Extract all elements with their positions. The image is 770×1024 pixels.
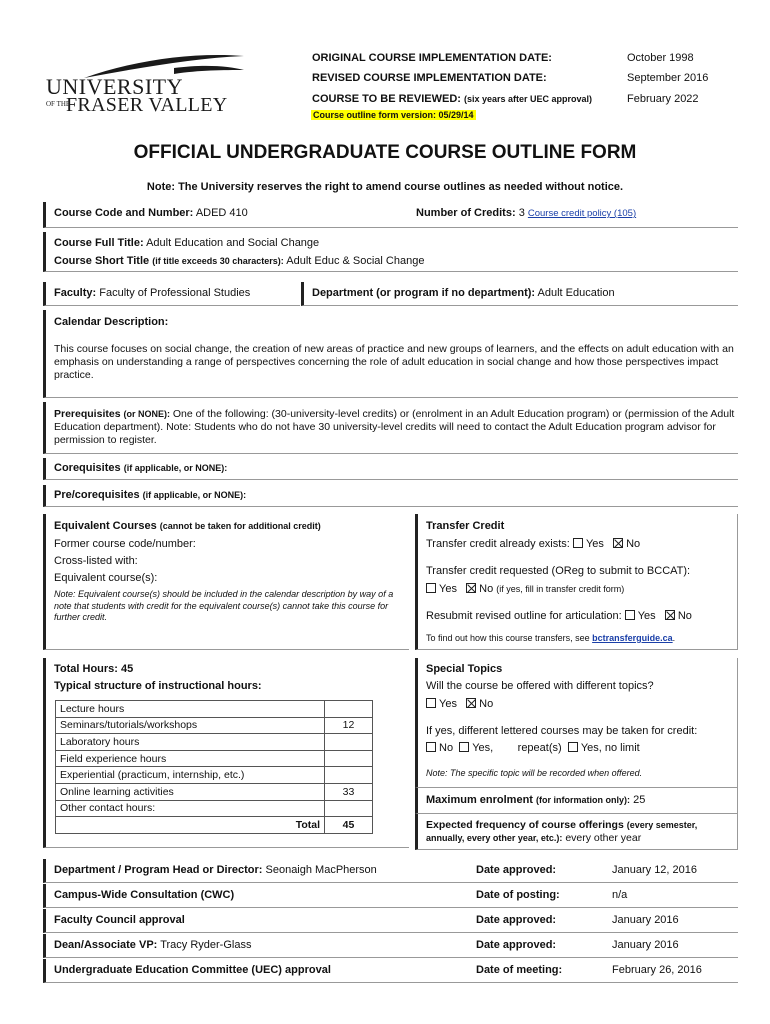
lettered-no-checkbox[interactable] bbox=[426, 742, 436, 752]
equivalent-note: Note: Equivalent course(s) should be included in the calendar description by way of a note that students with credit for the equivalent course(s) cannot take this course for further credit. bbox=[54, 589, 394, 622]
hours-value bbox=[325, 800, 373, 817]
transfer-label: Transfer Credit bbox=[426, 520, 505, 532]
special-topics-options: Yes No bbox=[426, 698, 493, 710]
table-row bbox=[56, 701, 373, 718]
credits: Number of Credits: 3 Course credit policy (105) bbox=[416, 207, 637, 219]
approval-date: February 26, 2016 bbox=[612, 964, 702, 976]
hours-table bbox=[55, 700, 373, 834]
hours-value: 33 bbox=[325, 783, 373, 800]
hours-total-key: Total bbox=[56, 817, 325, 834]
requested-yes-checkbox[interactable] bbox=[426, 583, 436, 593]
faculty-box bbox=[43, 282, 300, 306]
review-date-label: COURSE TO BE REVIEWED: (six years after UEC approval) bbox=[312, 93, 593, 105]
hours-key: Online learning activities bbox=[56, 783, 325, 800]
exists-no-checkbox[interactable] bbox=[613, 538, 623, 548]
revised-date-label: REVISED COURSE IMPLEMENTATION DATE: bbox=[312, 72, 547, 84]
hours-value bbox=[325, 734, 373, 751]
course-code: Course Code and Number: ADED 410 bbox=[54, 207, 248, 219]
cross-listed: Cross-listed with: bbox=[54, 555, 138, 567]
revised-date-value: September 2016 bbox=[627, 72, 709, 84]
approval-row bbox=[43, 959, 738, 983]
max-enrolment-box bbox=[415, 788, 738, 814]
special-topics-note: Note: The specific topic will be recorded when offered. bbox=[426, 768, 643, 778]
department-box bbox=[301, 282, 738, 306]
corequisites: Corequisites (if applicable, or NONE): bbox=[54, 462, 228, 474]
requested-no-checkbox[interactable] bbox=[466, 583, 476, 593]
max-enrolment: Maximum enrolment (for information only): 25 bbox=[426, 794, 646, 806]
table-row-total bbox=[56, 817, 373, 834]
lettered-options: No Yes, repeat(s) Yes, no limit bbox=[426, 742, 640, 754]
hours-key: Other contact hours: bbox=[56, 800, 325, 817]
form-title: OFFICIAL UNDERGRADUATE COURSE OUTLINE FORM bbox=[133, 142, 637, 163]
credit-policy-link[interactable]: Course credit policy (105) bbox=[527, 208, 637, 219]
approval-row bbox=[43, 859, 738, 883]
table-row bbox=[56, 767, 373, 784]
transfer-box bbox=[415, 514, 738, 650]
special-topics-label: Special Topics bbox=[426, 663, 503, 675]
approval-date-label: Date approved: bbox=[476, 914, 557, 926]
department: Department (or program if no department): Adult Education bbox=[312, 287, 615, 299]
equivalent-label: Equivalent Courses (cannot be taken for additional credit) bbox=[54, 520, 321, 532]
table-row bbox=[56, 800, 373, 817]
precorequisites: Pre/corequisites (if applicable, or NONE): bbox=[54, 489, 247, 501]
short-title: Course Short Title (if title exceeds 30 characters): Adult Educ & Social Change bbox=[54, 255, 425, 267]
approval-date: January 2016 bbox=[612, 939, 679, 951]
approval-label: Department / Program Head or Director: Seonaigh MacPherson bbox=[54, 864, 377, 876]
former-course: Former course code/number: bbox=[54, 538, 196, 550]
course-title-box bbox=[43, 232, 738, 272]
logo-university: UNIVERSITY bbox=[46, 74, 183, 99]
equivalent-box bbox=[43, 514, 409, 650]
hours-value bbox=[325, 767, 373, 784]
typical-structure-label: Typical structure of instructional hours: bbox=[54, 680, 262, 692]
hours-key: Field experience hours bbox=[56, 750, 325, 767]
corequisites-box bbox=[43, 458, 738, 480]
calendar-description: This course focuses on social change, the creation of new areas of practice and new groups of learners, and the effects on adult education with an emphasis on understanding a range of perspectives concerning the role of adult education in social change and how those perspectives impact practice. bbox=[54, 343, 734, 381]
logo-fraser-valley: FRASER VALLEY bbox=[66, 94, 228, 116]
hours-key: Seminars/tutorials/workshops bbox=[56, 717, 325, 734]
approval-date: January 2016 bbox=[612, 914, 679, 926]
approval-row bbox=[43, 884, 738, 908]
equivalent-courses: Equivalent course(s): bbox=[54, 572, 158, 584]
course-code-box bbox=[43, 202, 738, 228]
approval-date: n/a bbox=[612, 889, 628, 901]
approval-date-label: Date approved: bbox=[476, 864, 557, 876]
approval-label: Undergraduate Education Committee (UEC) approval bbox=[54, 964, 331, 976]
bctransferguide-link[interactable]: bctransferguide.ca bbox=[592, 633, 673, 643]
special-topics-box bbox=[415, 658, 738, 788]
hours-key: Laboratory hours bbox=[56, 734, 325, 751]
table-row bbox=[56, 750, 373, 767]
review-date-value: February 2022 bbox=[627, 93, 699, 105]
approval-date-label: Date approved: bbox=[476, 939, 557, 951]
hours-value: 12 bbox=[325, 717, 373, 734]
hours-value bbox=[325, 701, 373, 718]
original-date-label: ORIGINAL COURSE IMPLEMENTATION DATE: bbox=[312, 52, 552, 64]
full-title: Course Full Title: Adult Education and Social Change bbox=[54, 237, 320, 249]
lettered-yes-checkbox[interactable] bbox=[459, 742, 469, 752]
approval-label: Campus-Wide Consultation (CWC) bbox=[54, 889, 235, 901]
topics-no-checkbox[interactable] bbox=[466, 698, 476, 708]
approval-label: Faculty Council approval bbox=[54, 914, 185, 926]
special-topics-question: Will the course be offered with different topics? bbox=[426, 680, 654, 692]
frequency: Expected frequency of course offerings (every semester, annually, every other year, etc.): every other year bbox=[426, 819, 698, 844]
hours-value bbox=[325, 750, 373, 767]
table-row bbox=[56, 717, 373, 734]
approval-row bbox=[43, 909, 738, 933]
approval-date-label: Date of posting: bbox=[476, 889, 560, 901]
calendar-label: Calendar Description: bbox=[54, 316, 169, 328]
logo-of-the: OF THE bbox=[46, 100, 71, 108]
total-hours: Total Hours: 45 bbox=[54, 663, 134, 675]
precorequisites-box bbox=[43, 485, 738, 507]
resubmit-yes-checkbox[interactable] bbox=[625, 610, 635, 620]
topics-yes-checkbox[interactable] bbox=[426, 698, 436, 708]
ufv-logo bbox=[44, 50, 249, 122]
exists-yes-checkbox[interactable] bbox=[573, 538, 583, 548]
frequency-box bbox=[415, 814, 738, 850]
hours-key: Experiential (practicum, internship, etc.) bbox=[56, 767, 325, 784]
hours-total-value: 45 bbox=[325, 817, 373, 834]
calendar-box bbox=[43, 310, 738, 398]
lettered-question: If yes, different lettered courses may be taken for credit: bbox=[426, 725, 698, 737]
faculty: Faculty: Faculty of Professional Studies bbox=[54, 287, 251, 299]
original-date-value: October 1998 bbox=[627, 52, 694, 64]
amend-note: Note: The University reserves the right to amend course outlines as needed without notice. bbox=[146, 181, 624, 193]
resubmit-no-checkbox[interactable] bbox=[665, 610, 675, 620]
prerequisites: Prerequisites (or NONE): One of the following: (30-university-level credits) or (enrolment in an Adult Education program) or (permission of the Adult Education department). Note: Students who do not have 30 university-level credits will need to contact the Adult Education program advisor for permission to register. bbox=[54, 408, 735, 446]
transfer-requested-options: Yes No (if yes, fill in transfer credit form) bbox=[426, 583, 624, 595]
prerequisites-box bbox=[43, 402, 738, 454]
transfer-requested: Transfer credit requested (OReg to submit to BCCAT): bbox=[426, 565, 691, 577]
approval-date: January 12, 2016 bbox=[612, 864, 698, 876]
form-version-badge: Course outline form version: 05/29/14 bbox=[313, 110, 474, 120]
table-row bbox=[56, 783, 373, 800]
lettered-no-limit-checkbox[interactable] bbox=[568, 742, 578, 752]
approval-label: Dean/Associate VP: Tracy Ryder-Glass bbox=[54, 939, 252, 951]
transfer-exists: Transfer credit already exists: Yes No bbox=[426, 538, 641, 550]
transfer-guide: To find out how this course transfers, see bctransferguide.ca. bbox=[426, 633, 676, 643]
approval-date-label: Date of meeting: bbox=[476, 964, 563, 976]
approval-row bbox=[43, 934, 738, 958]
resubmit: Resubmit revised outline for articulation: Yes No bbox=[426, 610, 692, 622]
table-row bbox=[56, 734, 373, 751]
hours-key: Lecture hours bbox=[56, 701, 325, 718]
